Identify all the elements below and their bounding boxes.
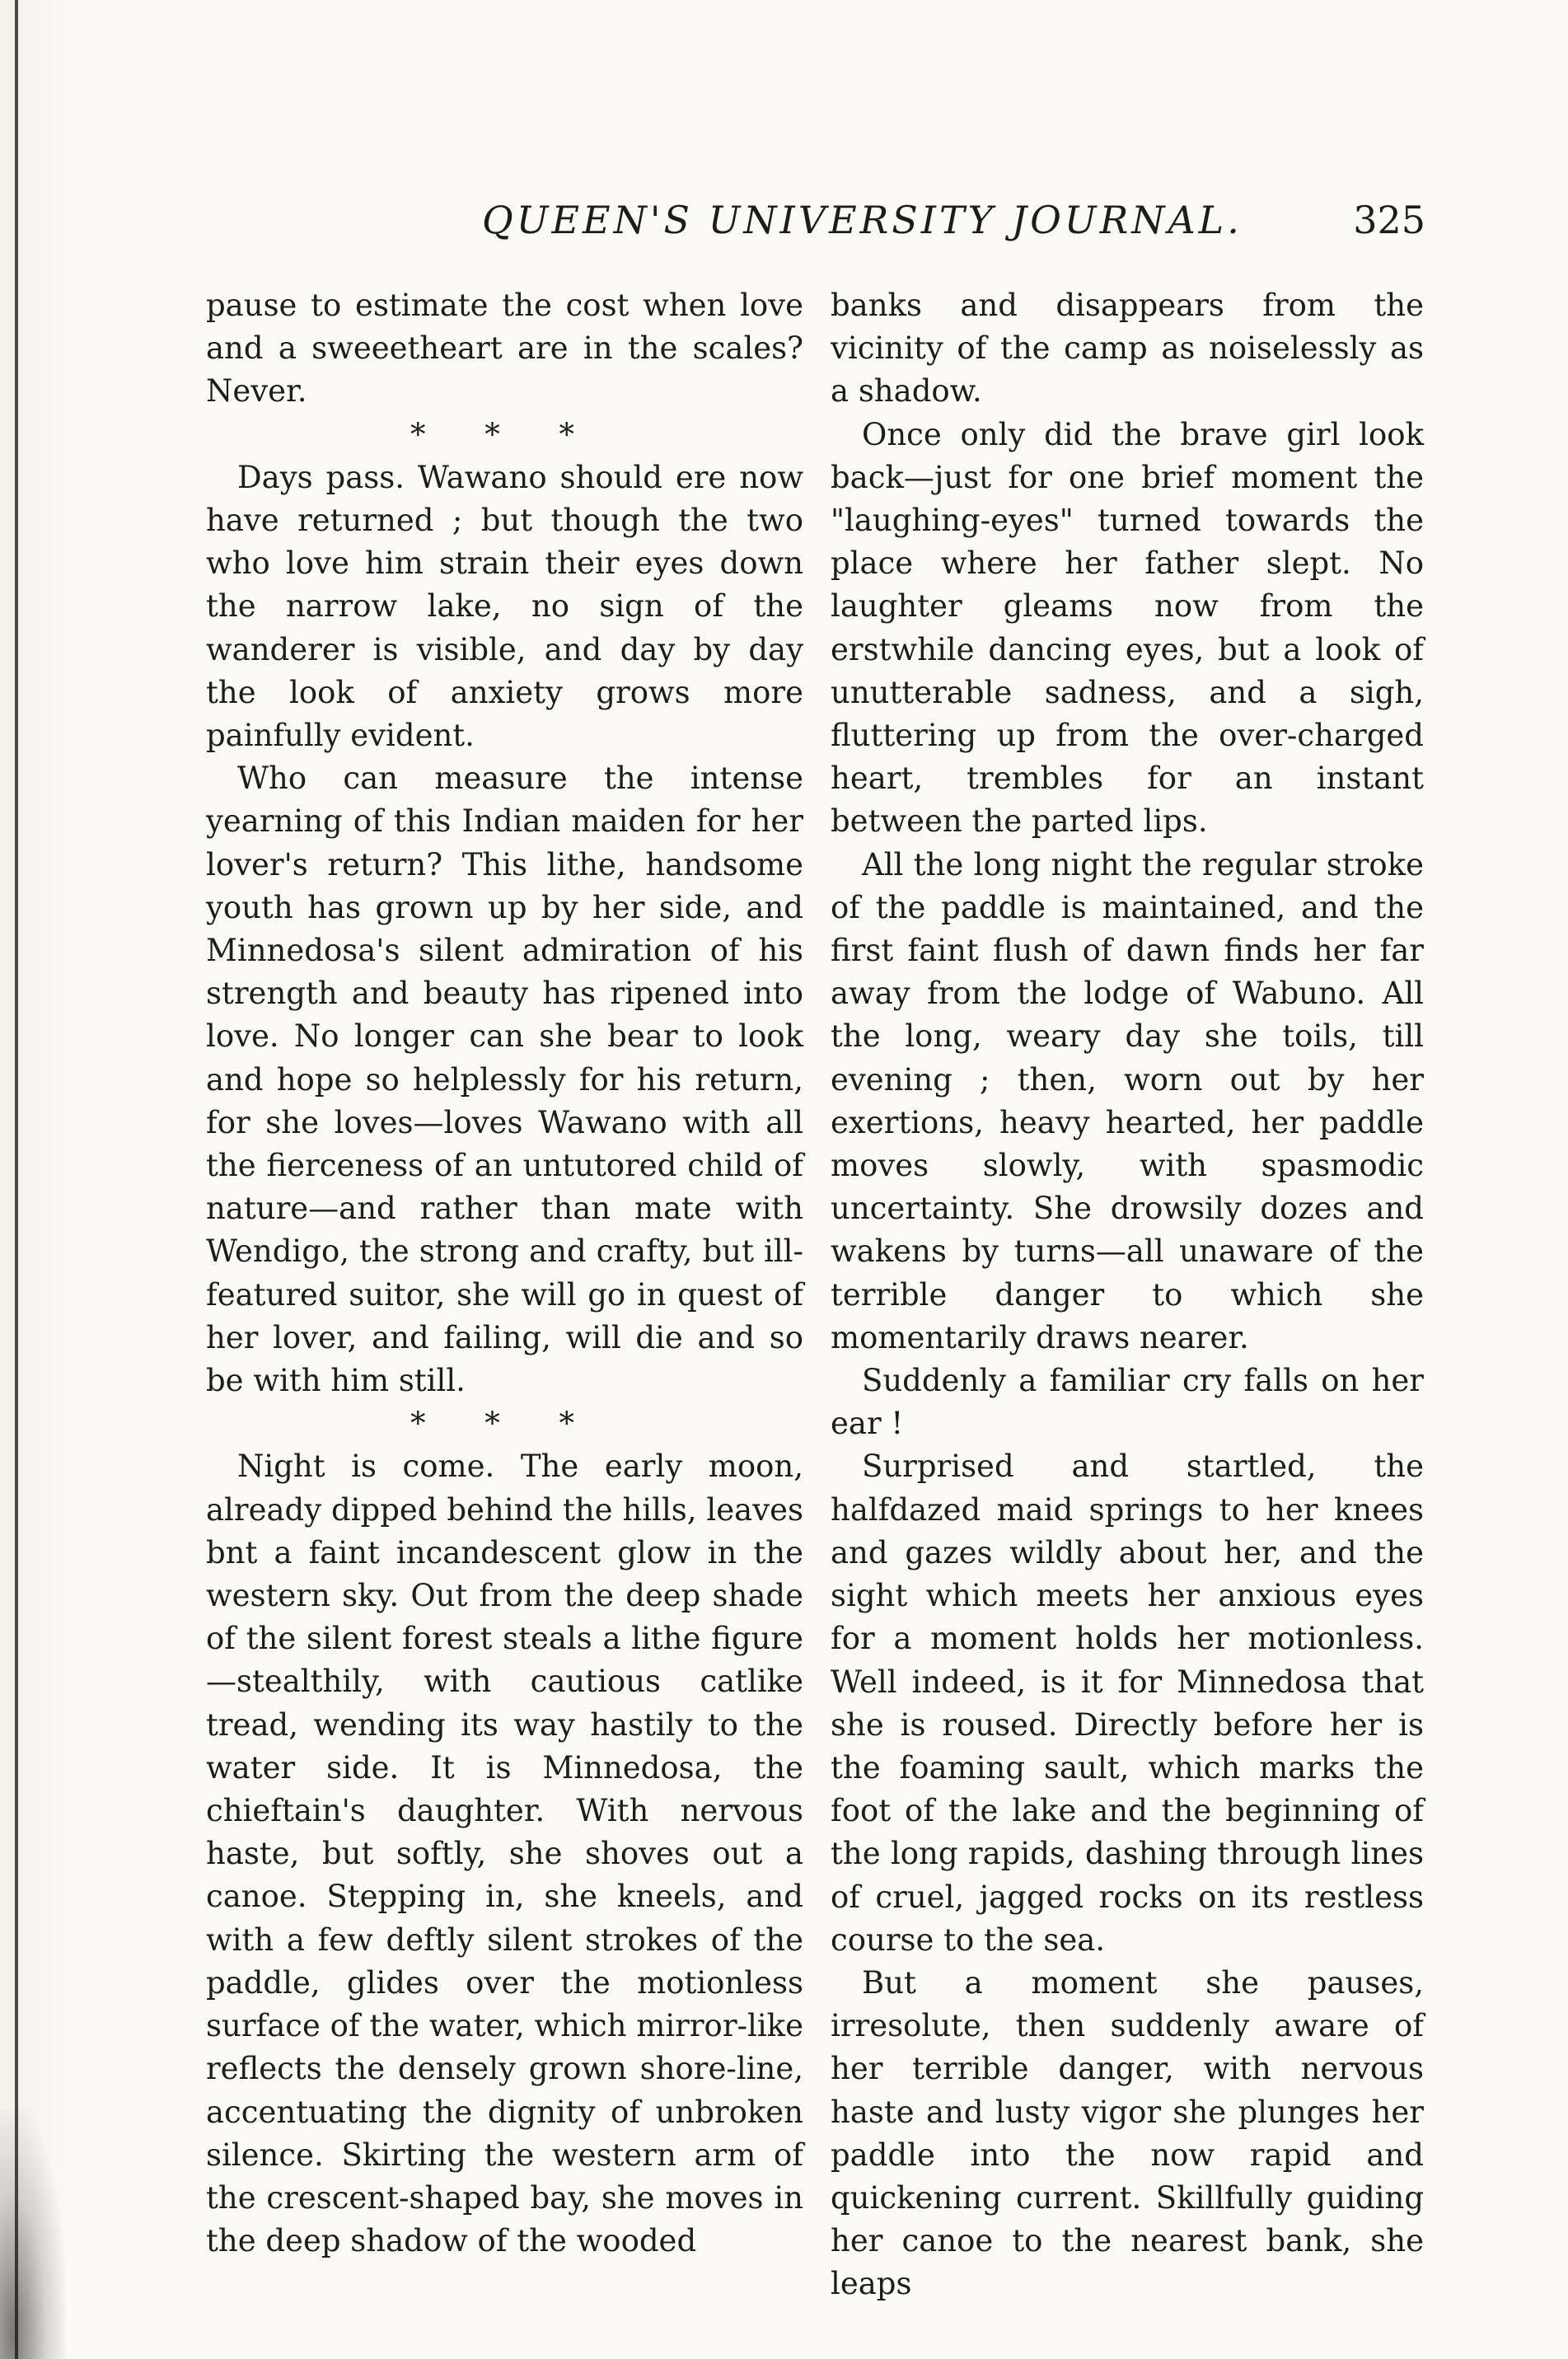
paragraph: All the long night the regular stroke of the paddle is maintained, and the first faint flush of dawn finds her far away from the lodge of Wabuno. All the long, weary day she toils, till evening ; then, worn out by her exertions, heavy hearted, her paddle moves slowly, with spasmodic uncertainty. She drowsily dozes and wakens by turns—all unaware of the terrible danger to which she momentarily draws nearer. bbox=[831, 846, 1424, 1355]
right-column bbox=[831, 284, 1424, 2302]
paragraph: pause to estimate the cost when love and a sweeetheart are in the scales? Never. bbox=[206, 288, 803, 410]
binding-line bbox=[15, 0, 18, 2359]
paragraph: Suddenly a familiar cry falls on her ear ! bbox=[831, 1363, 1424, 1442]
paragraph: Once only did the brave girl look back—just for one brief moment the "laughing-eyes" turned towards the place where her father slept. No laughter gleams now from the erstwhile dancing eyes, but a look of unutterable sadness, and a sigh, fluttering up from the over-charged heart, trembles for an instant between the parted lips. bbox=[831, 416, 1424, 840]
paragraph: Surprised and startled, the halfdazed maid springs to her knees and gazes wildly about her, and the sight which meets her anxious eyes for a moment holds her motionless. Well indeed, is it for Minnedosa that she is roused. Directly before her is the foaming sault, which marks the foot of the lake and the beginning of the long rapids, dashing through lines of cruel, jagged rocks on its restless course to the sea. bbox=[831, 1449, 1424, 1958]
running-title: QUEEN'S UNIVERSITY JOURNAL. bbox=[482, 198, 1243, 242]
section-separator: * * * bbox=[410, 1406, 600, 1442]
paragraph: Night is come. The early moon, already dipped behind the hills, leaves bnt a faint incandescent glow in the western sky. Out from the deep shade of the silent forest steals a lithe figure—stealthily, with cautious catlike tread, wending its way hastily to the water side. It is Minnedosa, the chieftain's daughter. With nervous haste, but softly, she shoves out a canoe. Stepping in, she kneels, and with a few deftly silent strokes of the paddle, glides over the motionless surface of the water, which mirror-like reflects the densely grown shore-line, accentuating the dignity of unbroken silence. Skirting the western arm of the crescent-shaped bay, she moves in the deep shadow of the wooded bbox=[206, 1449, 803, 2259]
page-header bbox=[202, 198, 1425, 255]
page-binding-edge bbox=[0, 0, 74, 2359]
paragraph: banks and disappears from the vicinity of the camp as noiselessly as a shadow. bbox=[831, 288, 1424, 410]
paragraph: But a moment she pauses, irresolute, then suddenly aware of her terrible danger, with nervous haste and lusty vigor she plunges her paddle into the now rapid and quickening current. Skillfully guiding her canoe to the nearest bank, she leaps bbox=[831, 1964, 1424, 2302]
paragraph: Days pass. Wawano should ere now have returned ; but though the two who love him strain their eyes down the narrow lake, no sign of the wanderer is visible, and day by day the look of anxiety grows more painfully evident. bbox=[206, 459, 803, 754]
left-column bbox=[206, 284, 803, 2270]
paragraph: Who can measure the intense yearning of this Indian maiden for her lover's return? This lithe, handsome youth has grown up by her side, and Minnedosa's silent admiration of his strength and beauty has ripened into love. No longer can she bear to look and hope so helplessly for his return, for she loves—loves Wawano with all the fierceness of an untutored child of nature—and rather than mate with Wendigo, the strong and crafty, but ill-featured suitor, she will go in quest of her lover, and failing, will die and so be with him still. bbox=[206, 761, 803, 1399]
section-separator: * * * bbox=[410, 416, 600, 452]
binding-smudge bbox=[0, 2109, 66, 2359]
page-number: 325 bbox=[1353, 198, 1425, 242]
